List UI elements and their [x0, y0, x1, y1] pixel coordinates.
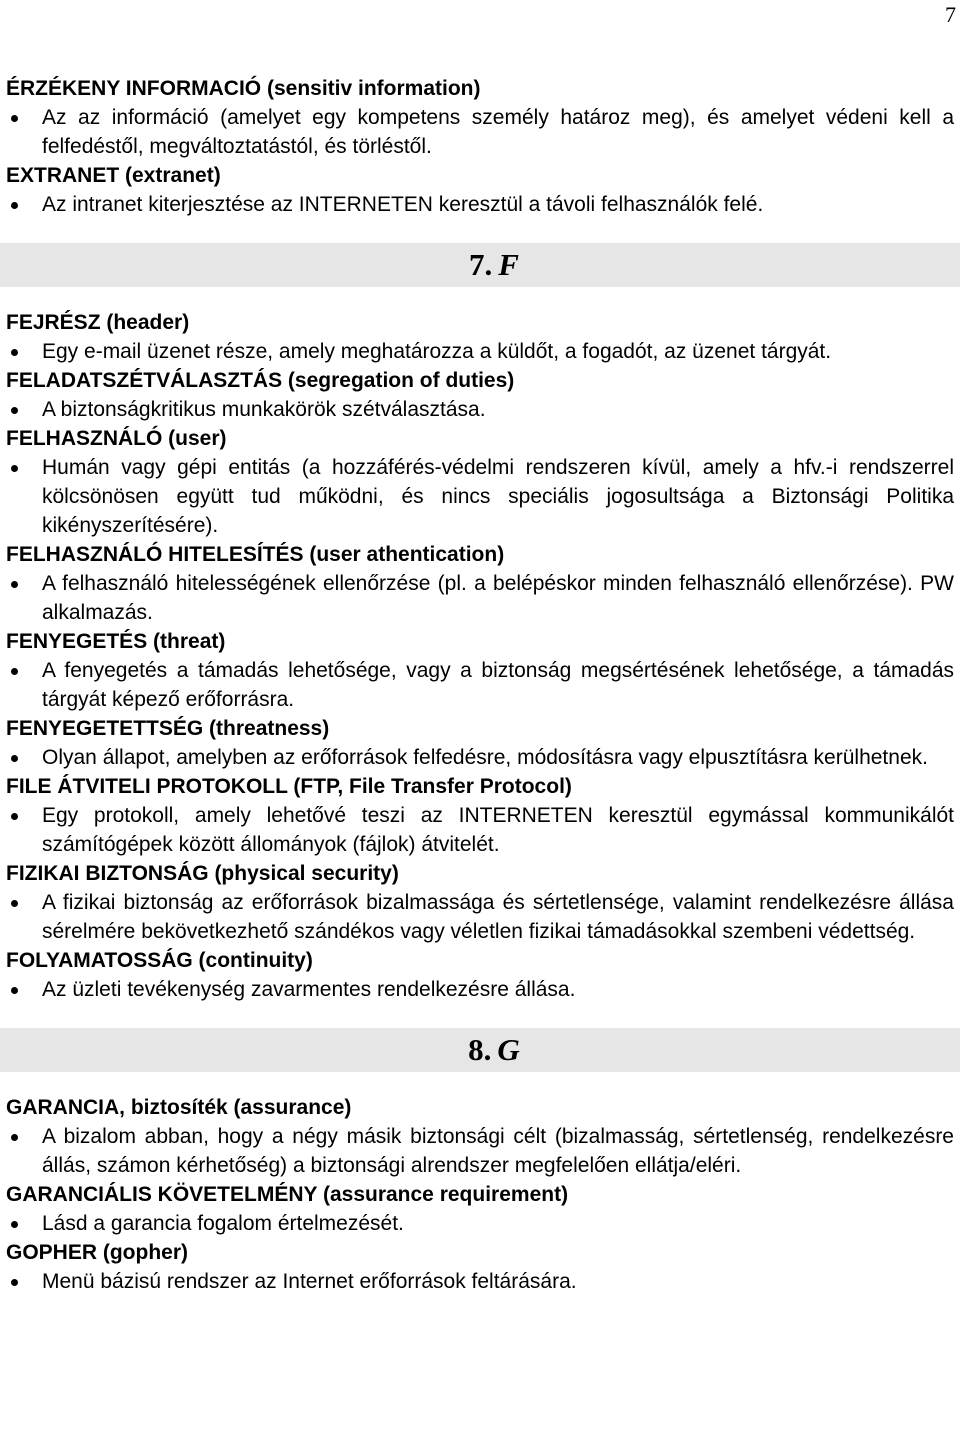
definition-item: [0, 569, 960, 627]
bullet-icon: [11, 115, 18, 122]
bullet-icon: [11, 813, 18, 820]
bullet-icon: [11, 900, 18, 907]
definition-item: [0, 1209, 960, 1238]
definition-text: A fizikai biztonság az erőforrások bizalmassága és sértetlensége, valamint rendelkezésre állása sérelmére bekövetkezhető szándékos vagy véletlen fizikai támadásokkal szembeni védettség.: [42, 891, 954, 943]
definition-text: Humán vagy gépi entitás (a hozzáférés-védelmi rendszeren kívül, amely a hfv.-i rendszerrel kölcsönösen együtt tud működni, és nincs speciális jogosultsága a Biztonsági Politika kikényszerítésére).: [42, 456, 954, 537]
definition-item: [0, 975, 960, 1004]
definition-text: A biztonságkritikus munkakörök szétválasztása.: [42, 398, 486, 421]
definition-item: [0, 190, 960, 219]
section-title: [454, 1032, 520, 1068]
glossary-term: GARANCIÁLIS KÖVETELMÉNY (assurance requirement): [6, 1183, 569, 1206]
definition-text: Egy protokoll, amely lehetővé teszi az INTERNETEN keresztül egymással kommunikálót számítógépek között állományok (fájlok) átvitelét.: [42, 804, 954, 856]
bullet-icon: [11, 407, 18, 414]
section-letter: G: [497, 1032, 520, 1067]
section-number: 8.: [468, 1032, 492, 1067]
definition-item: [0, 453, 960, 540]
definition-text: Az üzleti tevékenység zavarmentes rendelkezésre állása.: [42, 978, 576, 1001]
bullet-icon: [11, 1221, 18, 1228]
definition-item: [0, 888, 960, 946]
definition-text: A fenyegetés a támadás lehetősége, vagy a biztonság megsértésének lehetősége, a támadás tárgyát képező erőforrásra.: [42, 659, 954, 711]
definition-text: Az intranet kiterjesztése az INTERNETEN keresztül a távoli felhasználók felé.: [42, 193, 764, 216]
definition-text: Olyan állapot, amelyben az erőforrások felfedésre, módosításra vagy elpusztításra kerülhetnek.: [42, 746, 928, 769]
section-title: [455, 247, 519, 283]
definition-item: [0, 337, 960, 366]
glossary-term: EXTRANET (extranet): [6, 164, 221, 187]
bullet-icon: [11, 349, 18, 356]
definition-text: Lásd a garancia fogalom értelmezését.: [42, 1212, 404, 1235]
glossary-term: FILE ÁTVITELI PROTOKOLL (FTP, File Transfer Protocol): [6, 775, 572, 798]
section-number: 7.: [469, 247, 493, 282]
glossary-term: FENYEGETETTSÉG (threatness): [6, 717, 330, 740]
glossary-term: FELHASZNÁLÓ (user): [6, 427, 227, 450]
definition-text: Menü bázisú rendszer az Internet erőforrások feltárására.: [42, 1270, 577, 1293]
page-number: 7: [945, 2, 956, 27]
definition-item: [0, 103, 960, 161]
glossary-content: [0, 74, 960, 1296]
bullet-icon: [11, 668, 18, 675]
definition-item: [0, 743, 960, 772]
bullet-icon: [11, 755, 18, 762]
glossary-term: FELHASZNÁLÓ HITELESÍTÉS (user athentication): [6, 543, 505, 566]
definition-item: [0, 1122, 960, 1180]
glossary-term: FOLYAMATOSSÁG (continuity): [6, 949, 313, 972]
section-letter: F: [498, 247, 519, 282]
glossary-term: FIZIKAI BIZTONSÁG (physical security): [6, 862, 399, 885]
definition-item: [0, 395, 960, 424]
section-heading: [0, 243, 960, 287]
bullet-icon: [11, 987, 18, 994]
definition-text: Az az információ (amelyet egy kompetens személy határoz meg), és amelyet védeni kell a felfedéstől, megváltoztatástól, és törléstől.: [42, 106, 954, 158]
bullet-icon: [11, 1134, 18, 1141]
definition-item: [0, 801, 960, 859]
glossary-term: GARANCIA, biztosíték (assurance): [6, 1096, 352, 1119]
glossary-term: GOPHER (gopher): [6, 1241, 188, 1264]
definition-text: Egy e-mail üzenet része, amely meghatározza a küldőt, a fogadót, az üzenet tárgyát.: [42, 340, 832, 363]
glossary-term: FELADATSZÉTVÁLASZTÁS (segregation of duties): [6, 369, 515, 392]
section-heading: [0, 1028, 960, 1072]
definition-text: A felhasználó hitelességének ellenőrzése (pl. a belépéskor minden felhasználó ellenőrzése). PW alkalmazás.: [42, 572, 954, 624]
definition-item: [0, 656, 960, 714]
glossary-term: ÉRZÉKENY INFORMACIÓ (sensitiv information): [6, 77, 481, 100]
definition-item: [0, 1267, 960, 1296]
glossary-term: FEJRÉSZ (header): [6, 311, 190, 334]
definition-text: A bizalom abban, hogy a négy másik biztonsági célt (bizalmasság, sértetlenség, rendelkezésre állás, számon kérhetőség) a biztonsági alrendszer megfelelően ellátja/eléri.: [42, 1125, 954, 1177]
glossary-term: FENYEGETÉS (threat): [6, 630, 226, 653]
bullet-icon: [11, 1279, 18, 1286]
bullet-icon: [11, 202, 18, 209]
bullet-icon: [11, 581, 18, 588]
bullet-icon: [11, 465, 18, 472]
